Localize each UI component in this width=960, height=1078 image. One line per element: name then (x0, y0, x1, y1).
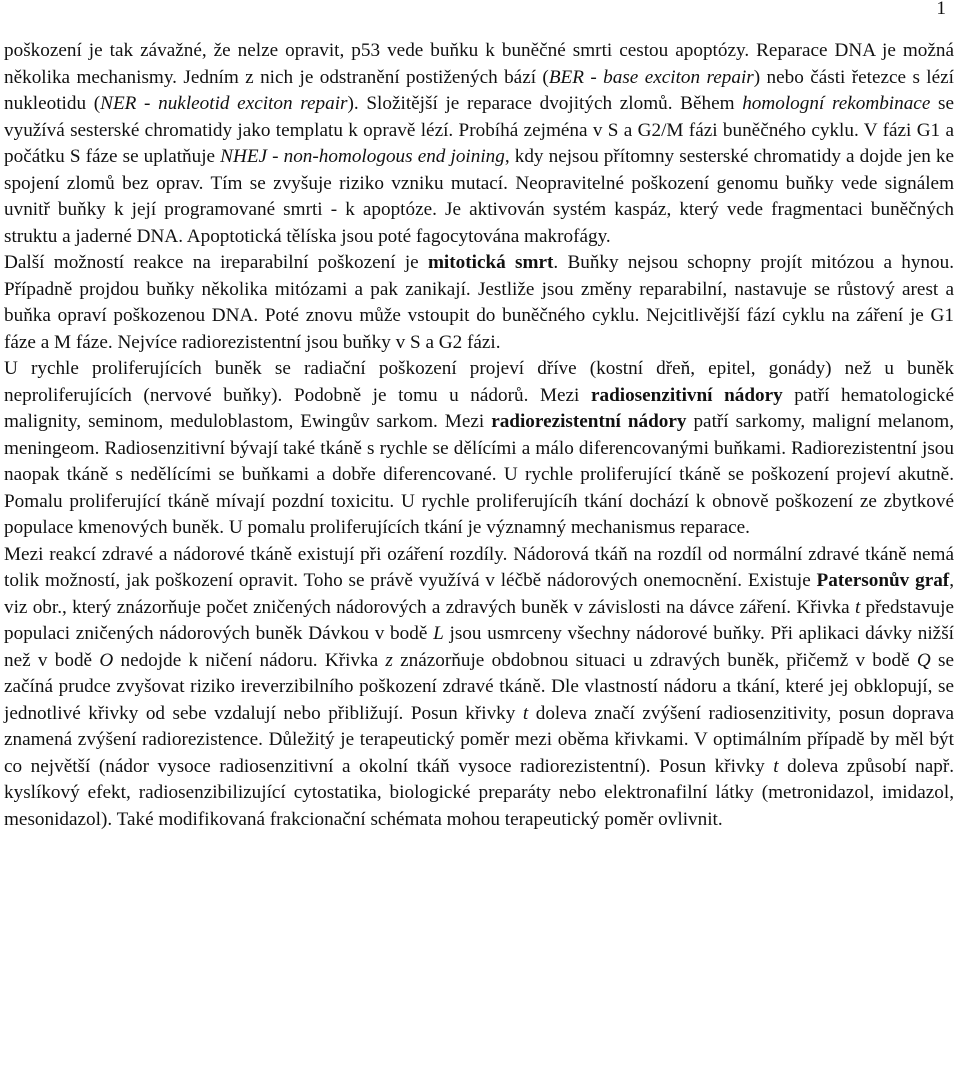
text-run: Další možností reakce na ireparabilní poškození je (4, 252, 428, 273)
bold-term: radiosenzitivní nádory (590, 384, 783, 406)
bold-term: Patersonův graf (816, 570, 950, 591)
italic-text: z (385, 649, 393, 671)
italic-text: Q (916, 649, 931, 671)
paragraph (4, 542, 954, 834)
italic-text: O (99, 649, 114, 671)
bold-term: radiorezistentní nádory (491, 411, 687, 432)
italic-text: homologní rekombinace (742, 93, 931, 114)
text-run: poškození je tak závažné, že nelze opravit, p53 vede buňku k buněčné smrti cestou apoptózy. Reparace DNA je možná několika mechanismy. Jedním z nich je odstranění postižených bází ( (4, 40, 954, 88)
text-run: Mezi reakcí zdravé a nádorové tkáně existují při ozáření rozdíly. Nádorová tkáň na rozdíl od normální zdravé tkáně nemá tolik možností, jak poškození opravit. Toho se právě využívá v léčbě nádorových onemocnění. Existuje (4, 543, 954, 591)
document-body (4, 38, 954, 833)
italic-text: L (433, 623, 444, 644)
text-run: patří sarkomy, maligní melanom, meningeom. Radiosenzitivní bývají také tkáně s rychle se dělícími a málo diferencovanými buňkami. Radiorezistentní jsou naopak tkáně s nedělícími se buňkami a dobře diferencované. U rychle proliferující tkáně se poškození projeví akutně. Pomalu proliferující tkáně mívají pozdní toxicitu. U rychle proliferujícíh tkání dochází k obnově poškození ze zbytkové populace kmenových buněk. U pomalu proliferujících tkání je významný mechanismus reparace. (4, 411, 954, 538)
italic-text: NHEJ - non-homologous end joining (220, 146, 505, 167)
text-run: ). Složitější je reparace dvojitých zlomů. Během (347, 93, 743, 114)
paragraph (4, 38, 954, 250)
paragraph (4, 250, 954, 356)
text-run: doleva značí zvýšení radiosenzitivity, posun doprava znamená zvýšení radiorezistence. Důležitý je terapeutický poměr mezi oběma křivkami. V optimálním případě by měl být co největší (nádor vysoce radiosenzitivní a okolní tkáň vysoce radiorezistentní). Posun křivky (4, 702, 954, 777)
text-run: znázorňuje obdobnou situaci u zdravých buněk, přičemž v bodě (392, 649, 917, 671)
text-run: doleva způsobí např. kyslíkový efekt, radiosenzibilizující cytostatika, biologické preparáty nebo elektronafilní látky (metronidazol, imidazol, mesonidazol). Také modifikovaná frakcionační schémata mohou terapeutický poměr ovlivnit. (4, 755, 954, 830)
text-run: , viz obr., který znázorňuje počet zničených nádorových a zdravých buněk v závislosti na dávce záření. Křivka (4, 570, 954, 618)
text-run: . Buňky nejsou schopny projít mitózou a hynou. Případně projdou buňky několika mitózami a pak zanikají. Jestliže jsou změny reparabilní, nastavuje se růstový arest a buňka opraví poškozenou DNA. Poté znovu může vstoupit do buněčného cyklu. Nejcitlivější fází cyklu na záření je G1 fáze a M fáze. Nejvíce radiorezistentní jsou buňky v S a G2 fázi. (4, 252, 954, 353)
text-run: U rychle proliferujících buněk se radiační poškození projeví dříve (kostní dřeň, epitel, gonády) než u buněk neproliferujících (nervové buňky). Podobně je tomu u nádorů. Mezi (4, 358, 954, 406)
text-run: se začíná prudce zvyšovat riziko ireverzibilního poškození zdravé tkáně. Dle vlastností nádoru a tkání, které jej obklopují, se jednotlivé křivky od sebe vzdalují nebo přibližují. Posun křivky (4, 649, 955, 724)
italic-text: NER - nukleotid exciton repair (100, 93, 348, 114)
bold-term: mitotická smrt (427, 252, 554, 273)
italic-text: BER - base exciton repair (548, 66, 754, 88)
text-run: představuje populaci zničených nádorových buněk Dávkou v bodě (4, 596, 954, 644)
text-run: , kdy nejsou přítomny sesterské chromatidy a dojde jen ke spojení zlomů bez oprav. Tím se zvyšuje riziko vzniku mutací. Neopravitelné poškození genomu buňky vede signálem uvnitř buňky k její programované smrti - k apoptóze. Je aktivován systém kaspáz, který vede fragmentaci buněčných struktu a jaderné DNA. Apoptotická tělíska jsou poté fagocytována makrofágy. (4, 146, 955, 247)
paragraph (4, 356, 954, 542)
text-run: ) nebo části řetezce s lézí nukleotidu ( (4, 66, 954, 114)
italic-text: t (522, 702, 529, 724)
text-run: nedojde k ničení nádoru. Křivka (113, 649, 386, 671)
text-run: jsou usmrceny všechny nádorové buňky. Při aplikaci dávky nižší než v bodě (4, 623, 954, 671)
italic-text: t (773, 755, 779, 777)
italic-text: t (854, 596, 861, 618)
text-run: se využívá sesterské chromatidy jako templatu k opravě lézí. Probíhá zejména v S a G2/M fázi buněčného cyklu. V fázi G1 a počátku S fáze se uplatňuje (4, 93, 954, 167)
text-run: patří hematologické malignity, seminom, meduloblastom, Ewingův sarkom. Mezi (4, 384, 954, 432)
page-number: 1 (936, 0, 946, 19)
